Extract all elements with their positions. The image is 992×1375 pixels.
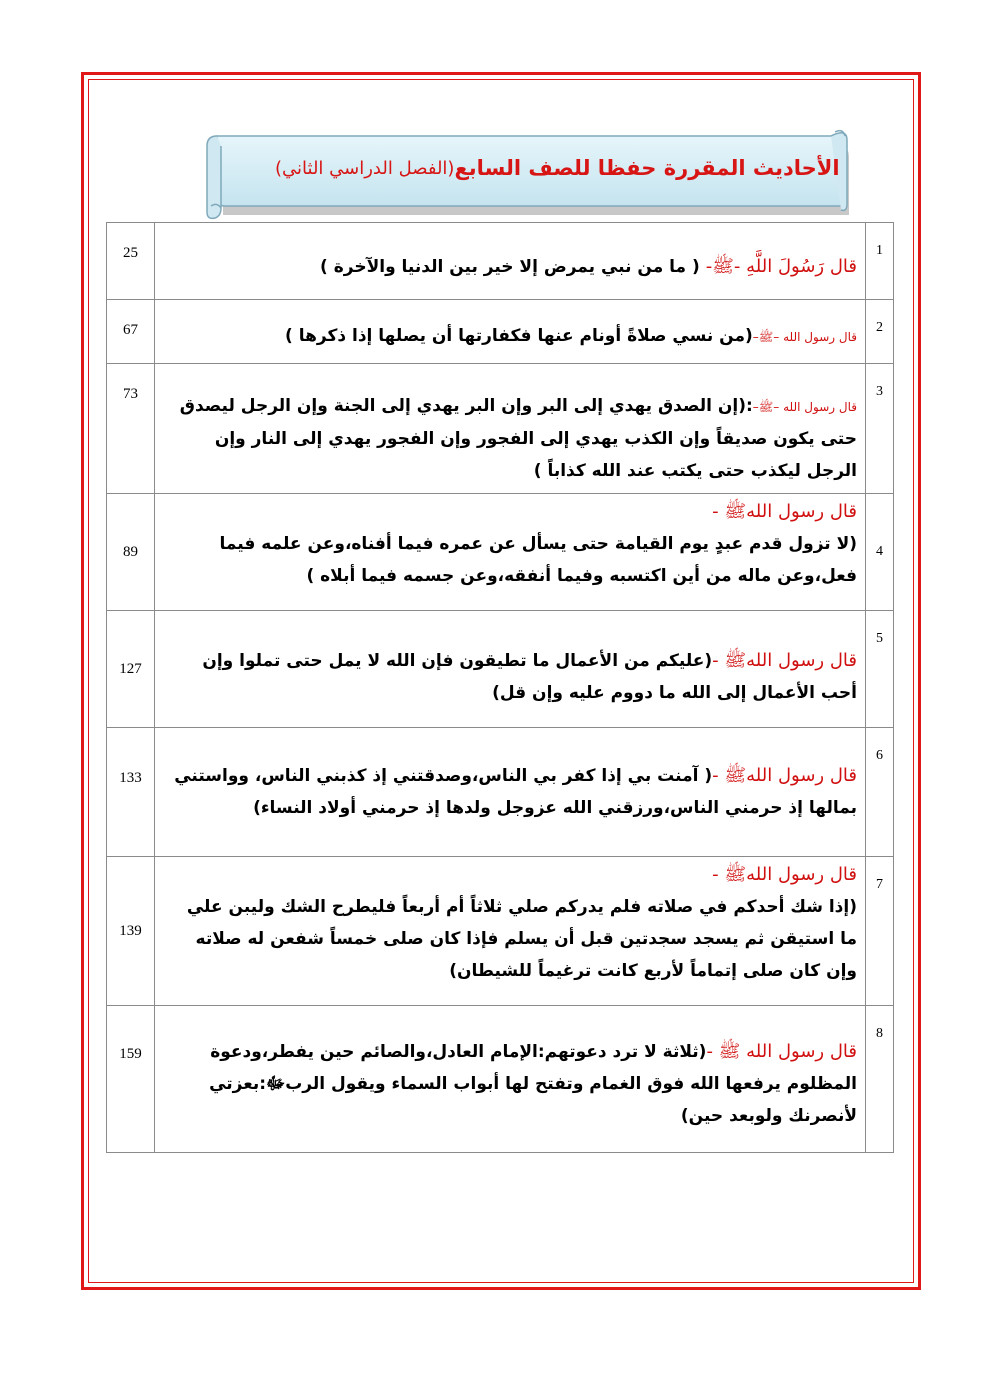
row-number: 2 bbox=[866, 300, 894, 364]
hadith-cell bbox=[155, 1006, 866, 1153]
said-prefix: قال رسول اللهﷺ - bbox=[712, 501, 857, 522]
page-number: 127 bbox=[107, 611, 155, 728]
hadith-text: (ثلاثة لا ترد دعوتهم:الإمام العادل،والصائم حين يفطر،ودعوة المظلوم يرفعها الله فوق الغمام وتفتح لها أبواب السماء ويقول الربﷻ:بعزتي لأنصرنك ولوبعد حين) bbox=[209, 1042, 857, 1126]
page-title bbox=[275, 146, 840, 190]
said-prefix: قال رسول الله –ﷺ– bbox=[752, 330, 857, 344]
page-number: 67 bbox=[107, 300, 155, 364]
title-main: الأحاديث المقررة حفظا للصف السابع bbox=[454, 156, 840, 180]
hadith-text: :(إن الصدق يهدي إلى البر وإن البر يهدي إلى الجنة وإن الرجل ليصدق حتى يكون صديقاً وإن الكذب يهدي إلى الفجور وإن الفجور يهدي إلى النار وإن الرجل ليكذب حتى يكتب عند الله كذاباً ) bbox=[179, 396, 857, 481]
hadith-cell bbox=[155, 300, 866, 364]
hadith-cell bbox=[155, 494, 866, 611]
hadith-cell bbox=[155, 857, 866, 1006]
row-number: 7 bbox=[866, 857, 894, 1006]
table-row bbox=[107, 300, 894, 364]
hadith-text: (عليكم من الأعمال ما تطيقون فإن الله لا يمل حتى تملوا وإن أحب الأعمال إلى الله ما دووم عليه وإن قل) bbox=[202, 651, 857, 703]
table-row bbox=[107, 611, 894, 728]
page-number: 89 bbox=[107, 494, 155, 611]
hadith-text: (لا تزول قدم عبدٍ يوم القيامة حتى يسأل عن عمره فيما أفناه،وعن علمه فيما فعل،وعن ماله من أين اكتسبه وفيما أنفقه،وعن جسمه فيما أبلاه ) bbox=[219, 534, 857, 586]
page-number: 139 bbox=[107, 857, 155, 1006]
hadith-table bbox=[106, 222, 894, 1153]
row-number: 6 bbox=[866, 728, 894, 857]
title-sub: (الفصل الدراسي الثاني) bbox=[275, 157, 455, 179]
row-number: 8 bbox=[866, 1006, 894, 1153]
hadith-cell bbox=[155, 364, 866, 494]
title-scroll-banner bbox=[205, 126, 850, 222]
said-prefix: قال رَسُولَ اللَّهِ -ﷺ- bbox=[705, 256, 857, 277]
row-number: 1 bbox=[866, 223, 894, 300]
table-row bbox=[107, 364, 894, 494]
table-row bbox=[107, 728, 894, 857]
page-number: 133 bbox=[107, 728, 155, 857]
table-row bbox=[107, 223, 894, 300]
said-prefix: قال رسول الله –ﷺ– bbox=[752, 400, 857, 414]
hadith-text: ( ما من نبي يمرض إلا خير بين الدنيا والآخرة ) bbox=[320, 257, 706, 277]
row-number: 4 bbox=[866, 494, 894, 611]
said-prefix: قال رسول الله ﷺ - bbox=[706, 1041, 857, 1062]
page-number: 25 bbox=[107, 223, 155, 300]
said-prefix: قال رسول اللهﷺ - bbox=[712, 765, 857, 786]
table-row bbox=[107, 1006, 894, 1153]
hadith-cell bbox=[155, 223, 866, 300]
hadith-text: (من نسي صلاةً أونام عنها فكفارتها أن يصلها إذا ذكرها ) bbox=[285, 326, 753, 346]
table-row bbox=[107, 857, 894, 1006]
hadith-text: ( آمنت بي إذا كفر بي الناس،وصدقتني إذ كذبني الناس، وواستني بمالها إذ حرمني الناس،ورزقني الله عزوجل ولدها إذ حرمني أولاد النساء) bbox=[174, 766, 857, 818]
table-row bbox=[107, 494, 894, 611]
row-number: 3 bbox=[866, 364, 894, 494]
hadith-cell bbox=[155, 728, 866, 857]
page-number: 159 bbox=[107, 1006, 155, 1153]
hadith-text: (إذا شك أحدكم في صلاته فلم يدركم صلي ثلاثاً أم أربعاً فليطرح الشك وليبن علي ما استيقن ثم يسجد سجدتين قبل أن يسلم فإذا كان صلى خمساً شفعن له صلاته وإن كان صلى إتماماً لأربع كانت ترغيماً للشيطان) bbox=[186, 897, 857, 981]
hadith-cell bbox=[155, 611, 866, 728]
said-prefix: قال رسول اللهﷺ - bbox=[712, 650, 857, 671]
row-number: 5 bbox=[866, 611, 894, 728]
page-number: 73 bbox=[107, 364, 155, 494]
said-prefix: قال رسول اللهﷺ - bbox=[712, 864, 857, 885]
